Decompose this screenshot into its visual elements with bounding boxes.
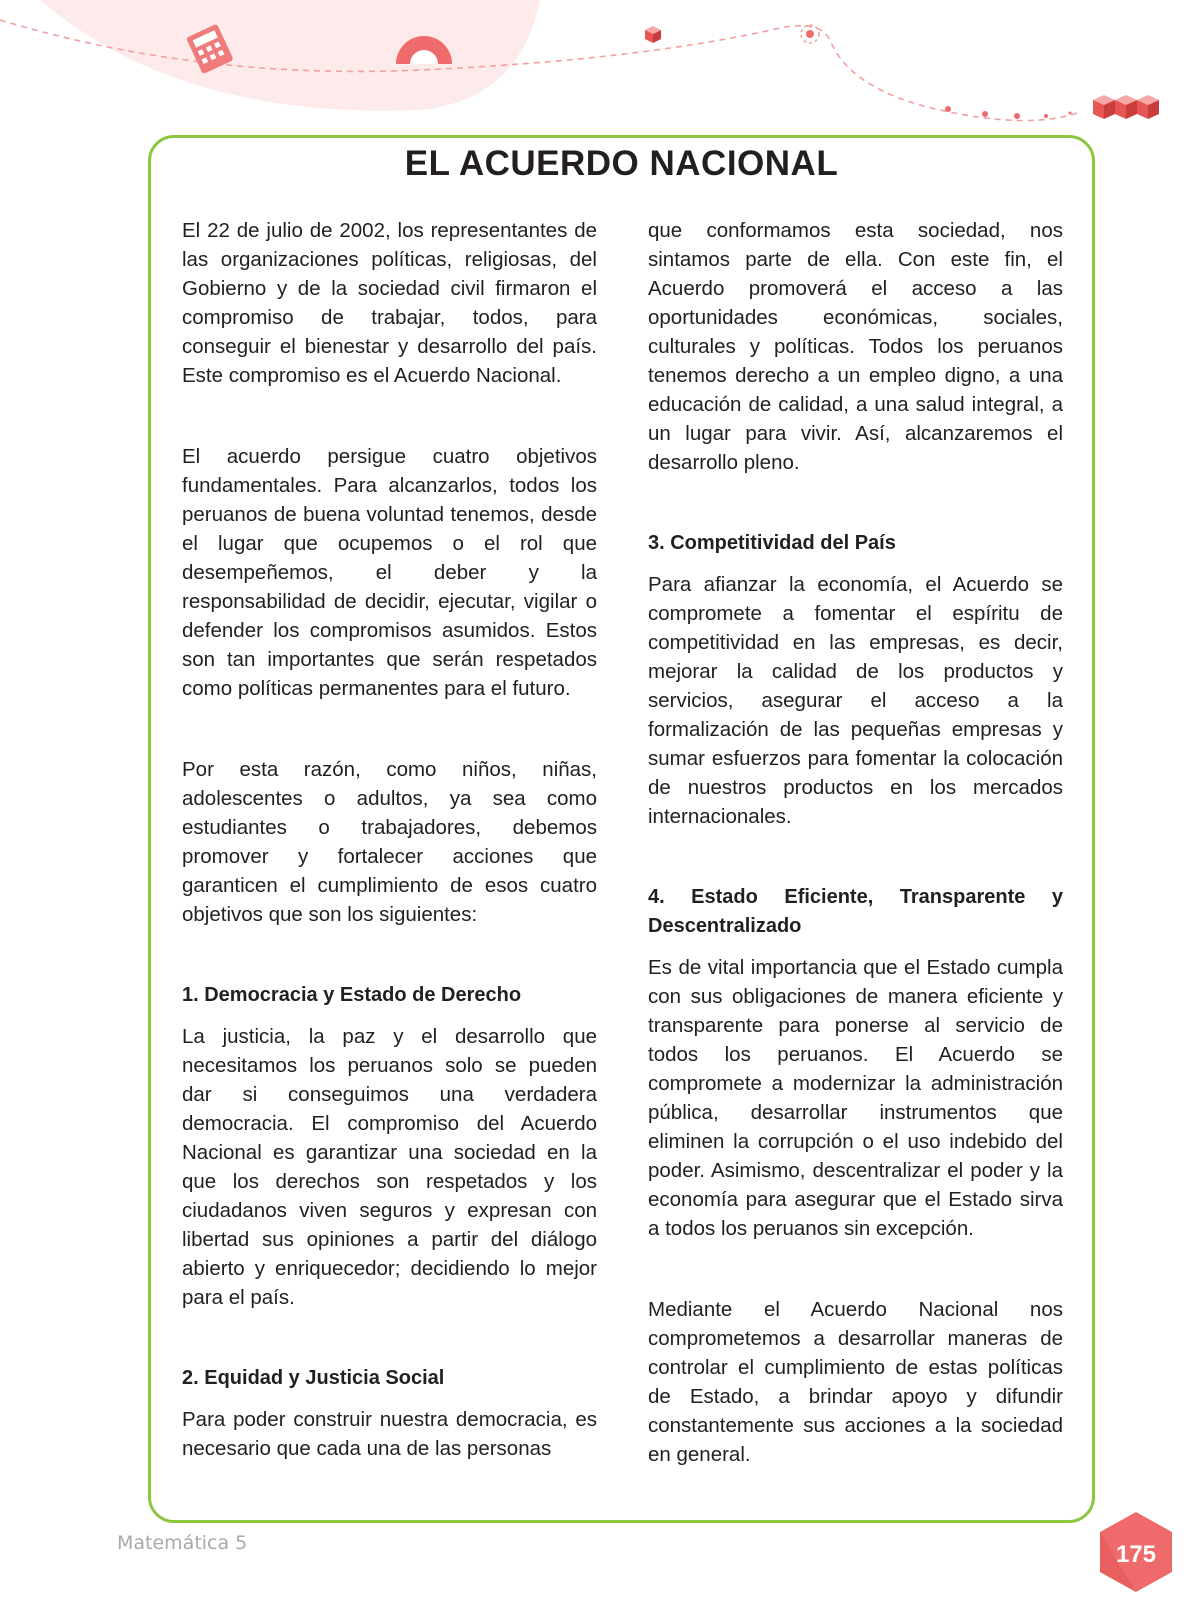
- right-column: [648, 216, 1063, 1469]
- page-number: 175: [1115, 1541, 1157, 1568]
- page-number-badge: [1096, 1510, 1176, 1596]
- section-heading-1: 1. Democracia y Estado de Derecho: [182, 984, 522, 1006]
- header-blob: [40, 0, 540, 111]
- section-body-1: La justicia, la paz y el desarrollo que necesitamos los peruanos solo se pueden dar si conseguimos una verdadera democracia. El compromiso del Acuerdo Nacional es garantizar una sociedad en la que los derechos son respetados y los ciudadanos viven seguros y expresan con libertad sus opiniones a partir del diálogo abierto y enriquecedor; decidiendo lo mejor para el país.: [182, 1025, 597, 1309]
- intro-paragraph-3: Por esta razón, como niños, niñas, adolescentes o adultos, ya sea como estudiantes o trabajadores, debemos promover y fortalecer acciones que garanticen el cumplimiento de esos cuatro objetivos que son los siguientes:: [182, 758, 597, 926]
- header-decoration: [0, 0, 1193, 135]
- section-body-4: Es de vital importancia que el Estado cumpla con sus obligaciones de manera eficiente y transparente para ponerse al servicio de todos los peruanos. El Acuerdo se compromete a modernizar la administración pública, desarrollar instrumentos que eliminen la corrupción o el uso indebido del poder. Asimismo, descentralizar el poder y la economía para asegurar que el Estado sirva a todos los peruanos sin excepción.: [648, 956, 1063, 1240]
- closing-paragraph: Mediante el Acuerdo Nacional nos comprometemos a desarrollar maneras de controlar el cumplimiento de estas políticas de Estado, a brindar apoyo y difundir constantemente sus acciones a la sociedad en general.: [648, 1298, 1063, 1466]
- section-heading-4: 4. Estado Eficiente, Transparente y Descentralizado: [648, 886, 1063, 937]
- section-heading-3: 3. Competitividad del País: [648, 532, 896, 554]
- cube-icon: [645, 26, 661, 43]
- footer-book-title: Matemática 5: [117, 1532, 248, 1554]
- left-column: [182, 216, 597, 1463]
- cube-stack-icon: [1093, 95, 1159, 119]
- intro-paragraph-1: El 22 de julio de 2002, los representantes de las organizaciones políticas, religiosas, del Gobierno y de la sociedad civil firmaron el compromiso de trabajar, todos, para conseguir el bienestar y desarrollo del país. Este compromiso es el Acuerdo Nacional.: [182, 219, 597, 387]
- dot-trail: [945, 106, 1072, 119]
- section-body-2-part2: que conformamos esta sociedad, nos sintamos parte de ella. Con este fin, el Acuerdo promoverá el acceso a las oportunidades económicas, sociales, culturales y políticas. Todos los peruanos tenemos derecho a un empleo digno, a una educación de calidad, a una salud integral, a un lugar para vivir. Así, alcanzaremos el desarrollo pleno.: [648, 219, 1063, 474]
- section-body-2-part1: Para poder construir nuestra democracia, es necesario que cada una de las personas: [182, 1408, 597, 1460]
- section-body-3: Para afianzar la economía, el Acuerdo se compromete a fomentar el espíritu de competitividad en las empresas, es decir, mejorar la calidad de los productos y servicios, asegurar el acceso a la formalización de las pequeñas empresas y sumar esfuerzos para fomentar la colocación de nuestros productos en los mercados internacionales.: [648, 573, 1063, 828]
- intro-paragraph-2: El acuerdo persigue cuatro objetivos fundamentales. Para alcanzarlos, todos los peruanos de buena voluntad tenemos, desde el lugar que ocupemos o el rol que desempeñemos, el deber y la responsabilidad de decidir, ejecutar, vigilar o defender los compromisos asumidos. Estos son tan importantes que serán respetados como políticas permanentes para el futuro.: [182, 445, 597, 700]
- section-heading-2: 2. Equidad y Justicia Social: [182, 1367, 445, 1389]
- page-title: EL ACUERDO NACIONAL: [404, 144, 839, 183]
